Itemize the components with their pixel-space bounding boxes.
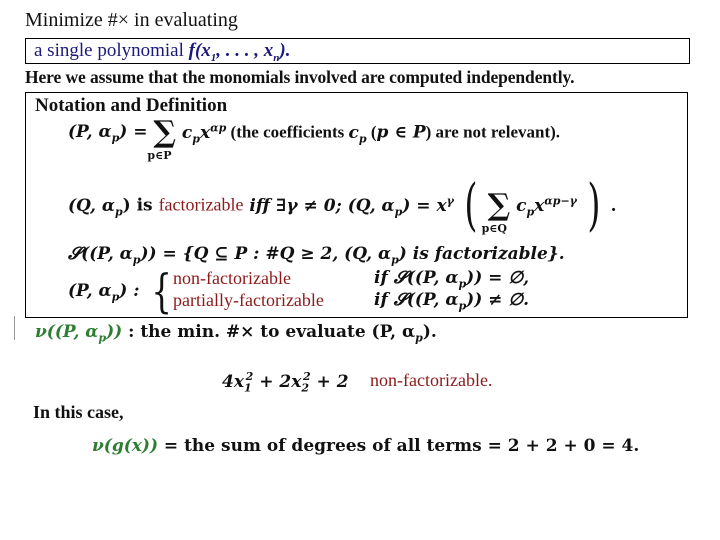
case1-condition: if 𝓢((P, $\alpha_p$)) = ∅, xyxy=(374,268,530,291)
nu-symbol: ν((P, $\alpha_p$)) xyxy=(35,322,123,345)
definition-line-3: 𝓢((P, $\alpha_p)) = \{Q$ ⊆ P : #Q ≥ 2, (Q, $\alpha_p$) is factorizable}. xyxy=(68,244,565,267)
definition-line-1: (P, $\alpha_p$) = ∑ p∈P $c_px^{\alpha p}$ (the coefficients $c_p$ (p ∈ P) are not relevant). xyxy=(68,115,561,162)
example-label: non-factorizable. xyxy=(370,370,493,390)
slide-heading: Minimize #× in evaluating xyxy=(25,9,238,31)
case2-label: partially-factorizable xyxy=(173,290,324,310)
sum-symbol-q: ∑ p∈Q xyxy=(481,188,511,235)
boxed-statement xyxy=(25,38,690,64)
definition-line-4-lhs: (P, $\alpha_p$) : xyxy=(68,281,140,304)
sum-symbol: ∑ p∈P xyxy=(147,115,176,162)
case1-label: non-factorizable xyxy=(173,268,291,288)
assumption-text: Here we assume that the monomials involved are computed independently. xyxy=(25,67,575,87)
nu-g-symbol: ν(g(x)) xyxy=(92,436,158,456)
case2-condition: if 𝓢((P, $\alpha_p$)) ≠ ∅. xyxy=(374,290,530,313)
margin-rule xyxy=(14,316,15,340)
right-paren: ) xyxy=(587,173,601,238)
conclusion: ν(g(x)) = the sum of degrees of all terms = 2 + 2 + 0 = 4. xyxy=(92,436,640,456)
boxed-statement-text xyxy=(34,40,290,64)
case-intro: In this case, xyxy=(33,402,124,422)
nu-definition: ν((P, $\alpha_p$)) : the min. #× to evaluate (P, $\alpha_p$). xyxy=(35,322,437,345)
definition-title: Notation and Definition xyxy=(35,95,228,116)
case-brace: { xyxy=(151,264,172,318)
example-expression: $4x_1^2 + 2x_2^2 + 2$ xyxy=(222,370,349,395)
polynomial-function: $f(x_1$, . . . , $x_n$). xyxy=(188,40,291,64)
statement-prefix: a single polynomial xyxy=(34,40,189,61)
left-paren: ( xyxy=(464,173,478,238)
definition-line-2: (Q, $\alpha_p$) is factorizable iff ∃γ ≠ 0; (Q, $\alpha_p) = x^\gamma$ ( ∑ p∈Q $c_px^{\alpha p-\gamma}$ ) . xyxy=(68,173,617,238)
factorizable-term: factorizable xyxy=(158,194,244,215)
